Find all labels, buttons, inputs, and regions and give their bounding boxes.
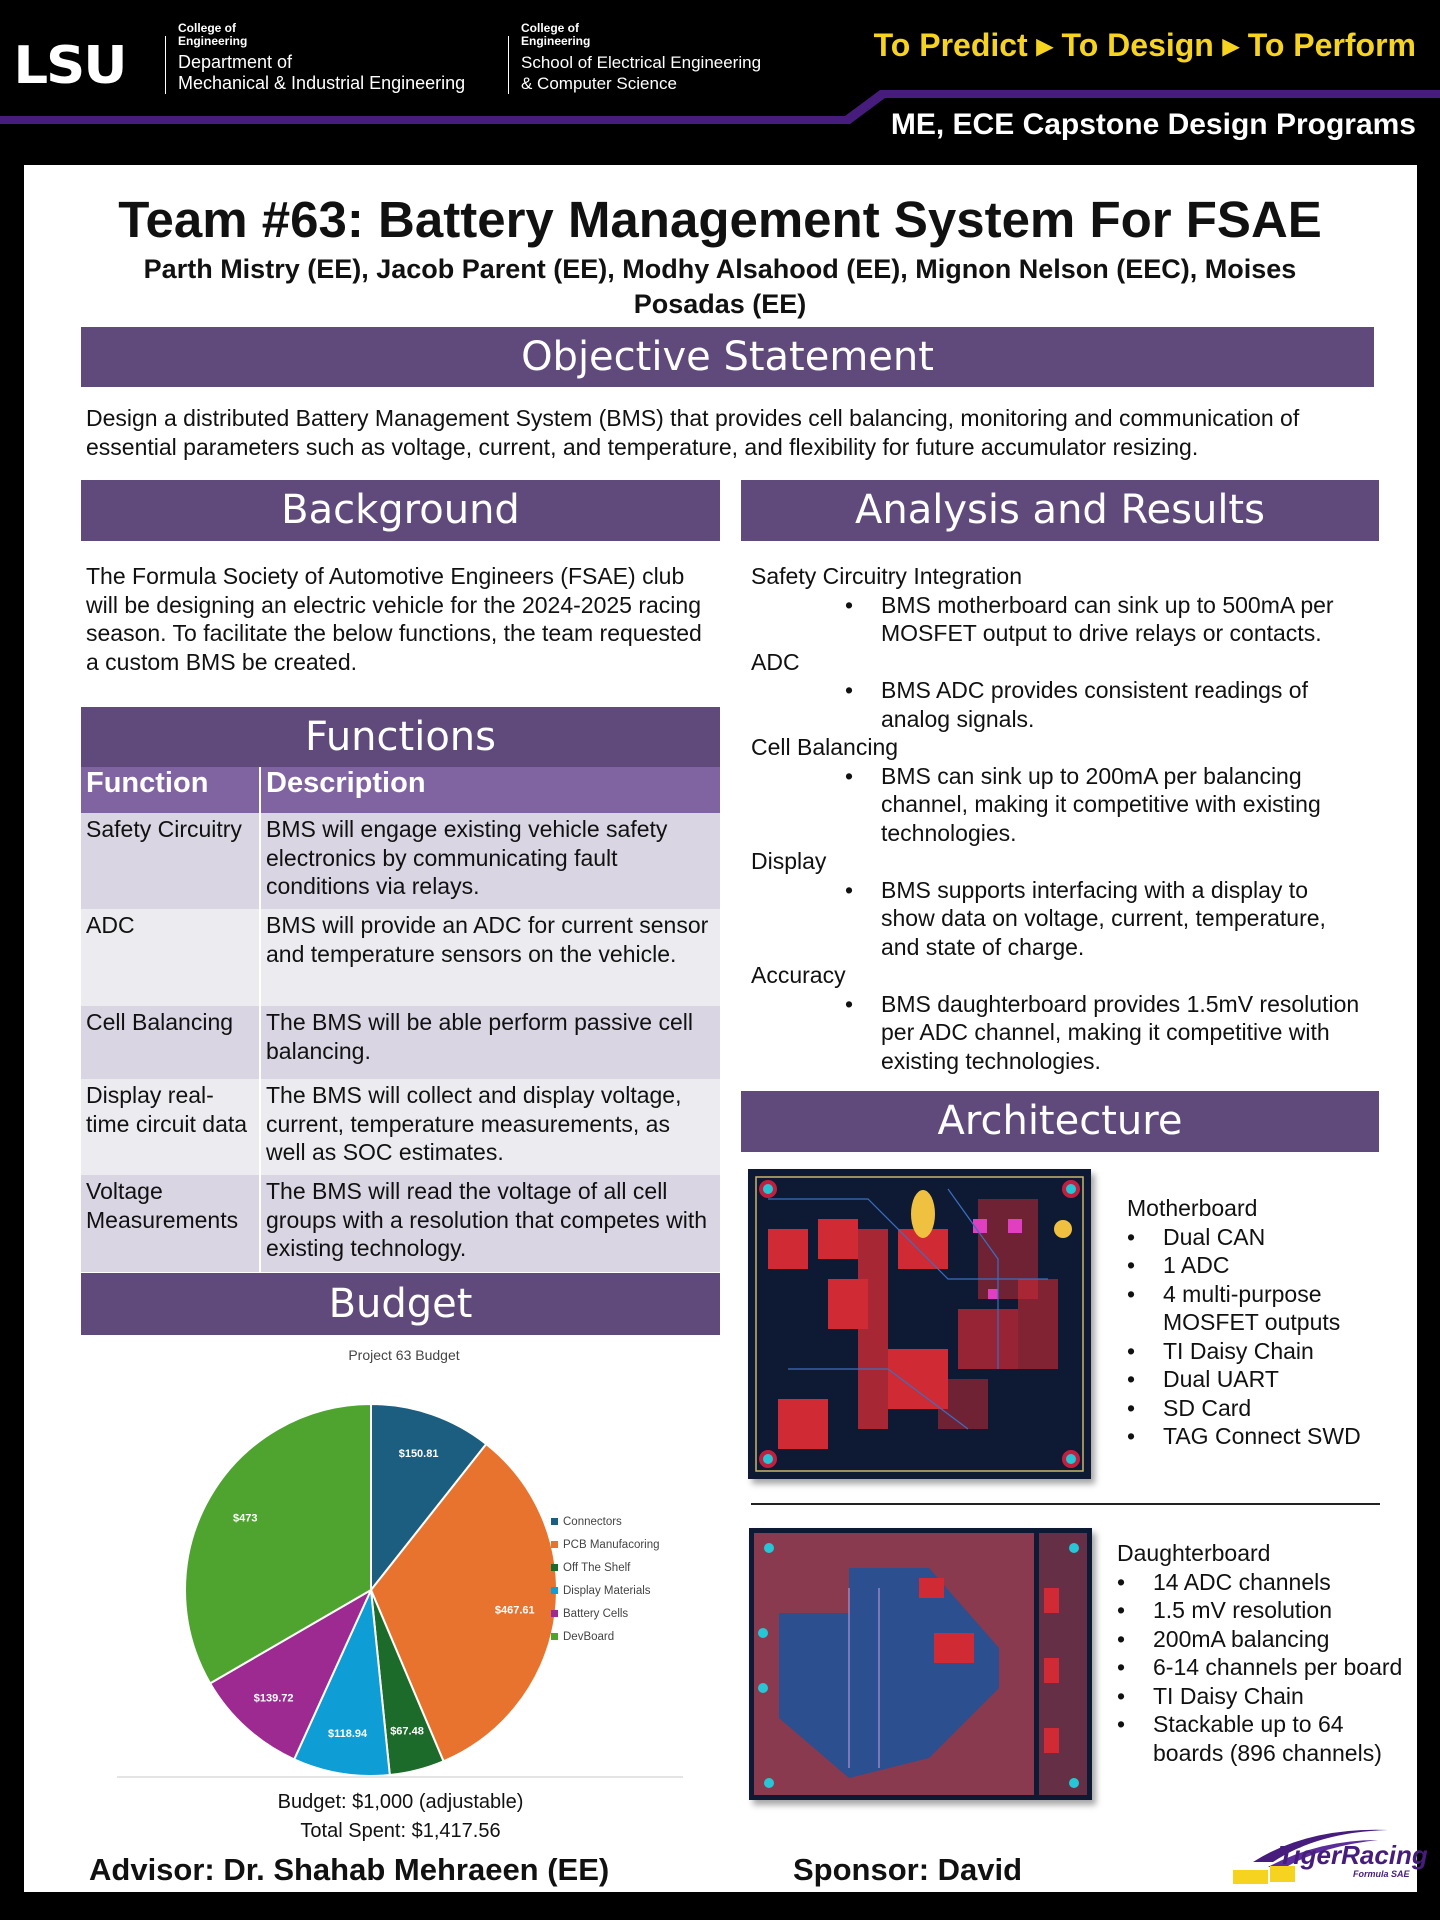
column-header: Function [81, 767, 260, 813]
tigerracing-logo [1228, 1822, 1428, 1890]
total-spent: Total Spent: $1,417.56 [300, 1820, 501, 1842]
legend-item [551, 1557, 660, 1580]
college-label: College of [521, 21, 580, 35]
budget-heading: Budget [81, 1273, 720, 1335]
legend-item [551, 1511, 660, 1534]
dept-line-2: & Computer Science [521, 74, 677, 93]
analysis-bullet: • BMS motherboard can sink up to 500mA per MOSFET output to drive relays or contacts. [845, 591, 1361, 648]
legend-swatch [551, 1587, 558, 1594]
column-header: Description [260, 767, 720, 813]
daughterboard-feature: • 1.5 mV resolution [1117, 1596, 1417, 1625]
legend-label: DevBoard [563, 1631, 615, 1643]
data-label: $67.48 [390, 1725, 424, 1738]
me-department [178, 22, 465, 94]
daughterboard-pcb-image [749, 1528, 1092, 1800]
function-cell: Safety Circuitry [81, 813, 260, 909]
analysis-section-title: Cell Balancing [751, 734, 899, 760]
motherboard-feature: • 1 ADC [1127, 1251, 1417, 1280]
legend-swatch [551, 1541, 558, 1548]
functions-table [81, 767, 720, 1272]
motherboard-feature: • Dual UART [1127, 1365, 1417, 1394]
motherboard-feature: • SD Card [1127, 1394, 1417, 1423]
advisor: Advisor: Dr. Shahab Mehraeen (EE) [89, 1852, 610, 1887]
motherboard-features [1127, 1194, 1417, 1451]
table-row [81, 909, 720, 1006]
description-cell: The BMS will be able perform passive cell balancing. [260, 1006, 720, 1079]
lsu-logo: LSU [13, 36, 126, 96]
table-row [81, 1079, 720, 1175]
objective-heading: Objective Statement [81, 327, 1374, 387]
divider [751, 1503, 1380, 1505]
function-cell: Cell Balancing [81, 1006, 260, 1079]
table-row [81, 1006, 720, 1079]
function-cell: Display real-time circuit data [81, 1079, 260, 1175]
table-header [81, 767, 720, 813]
function-cell: ADC [81, 909, 260, 1006]
objective-text: Design a distributed Battery Management System (BMS) that provides cell balancing, monitoring and communication of essential parameters such as voltage, current, and temperature, and flexibility for future accumulator resizing. [86, 405, 1300, 460]
dept-line-1: School of Electrical Engineering [521, 53, 762, 72]
analysis-heading: Analysis and Results [741, 480, 1379, 541]
legend-label: Display Materials [563, 1585, 651, 1597]
engineering-label: Engineering [178, 34, 248, 48]
description-cell: The BMS will collect and display voltage, current, temperature measurements, as well as SOC estimates. [260, 1079, 720, 1175]
analysis-section-title: Safety Circuitry Integration [751, 563, 1023, 589]
analysis-bullet: • BMS can sink up to 200mA per balancing channel, making it competitive with existing technologies. [845, 762, 1361, 848]
motherboard-feature: • Dual CAN [1127, 1223, 1417, 1252]
legend-label: Off The Shelf [563, 1562, 631, 1574]
analysis-list [751, 562, 1361, 1075]
legend-swatch [551, 1518, 558, 1525]
legend-swatch [551, 1610, 558, 1617]
engineering-label: Engineering [521, 34, 591, 48]
poster-header [0, 0, 1440, 165]
legend-item [551, 1534, 660, 1557]
ece-department [521, 22, 761, 94]
daughterboard-feature: • 14 ADC channels [1117, 1568, 1417, 1597]
architecture-heading: Architecture [741, 1091, 1379, 1152]
motherboard-title: Motherboard [1127, 1195, 1258, 1221]
analysis-section-title: Accuracy [751, 962, 846, 988]
program-title: ME, ECE Capstone Design Programs [890, 108, 1416, 141]
logo-text: TigerRacing [1278, 1840, 1428, 1870]
table-row [81, 1175, 720, 1272]
legend-item [551, 1580, 660, 1603]
college-label: College of [178, 21, 237, 35]
legend-label: Connectors [563, 1516, 622, 1528]
sponsor: Sponsor: David [793, 1852, 1023, 1887]
motherboard-pcb-image [748, 1169, 1091, 1479]
budget-pie-chart [150, 1380, 600, 1800]
analysis-bullet: • BMS ADC provides consistent readings of analog signals. [845, 676, 1361, 733]
chart-legend [551, 1511, 660, 1649]
tagline: To Predict ▸ To Design ▸ To Perform [873, 27, 1416, 63]
daughterboard-feature: • 6-14 channels per board [1117, 1653, 1417, 1682]
daughterboard-feature: • TI Daisy Chain [1117, 1682, 1417, 1711]
motherboard-feature: • 4 multi-purpose MOSFET outputs [1127, 1280, 1417, 1337]
analysis-section-title: Display [751, 848, 827, 874]
analysis-bullet: • BMS daughterboard provides 1.5mV resolution per ADC channel, making it competitive with existing technologies. [845, 990, 1361, 1076]
daughterboard-title: Daughterboard [1117, 1540, 1271, 1566]
data-label: $473 [233, 1512, 258, 1525]
data-label: $467.61 [494, 1604, 535, 1617]
dept-line-1: Department of [178, 52, 293, 72]
legend-item [551, 1626, 660, 1649]
legend-label: Battery Cells [563, 1608, 629, 1620]
data-label: $118.94 [327, 1728, 368, 1741]
data-label: $150.81 [398, 1447, 439, 1460]
data-label: $139.72 [253, 1692, 294, 1705]
logo-subtext: Formula SAE [1353, 1869, 1410, 1879]
dept-line-2: Mechanical & Industrial Engineering [178, 73, 466, 93]
motherboard-feature: • TAG Connect SWD [1127, 1422, 1417, 1451]
functions-heading: Functions [81, 707, 720, 767]
legend-swatch [551, 1633, 558, 1640]
legend-label: PCB Manufacoring [563, 1539, 660, 1551]
analysis-section-title: ADC [751, 648, 800, 675]
divider [117, 1776, 683, 1778]
daughterboard-feature: • 200mA balancing [1117, 1625, 1417, 1654]
motherboard-feature: • TI Daisy Chain [1127, 1337, 1417, 1366]
description-cell: BMS will provide an ADC for current sensor and temperature sensors on the vehicle. [260, 909, 720, 1006]
description-cell: The BMS will read the voltage of all cell groups with a resolution that competes with existing technology. [260, 1175, 720, 1272]
background-text: The Formula Society of Automotive Engineers (FSAE) club will be designing an electric vehicle for the 2024-2025 racing season. To facilitate the below functions, the team requested a custom BMS be created. [86, 563, 702, 675]
legend-swatch [551, 1564, 558, 1571]
budget-summary [81, 1788, 720, 1846]
background-heading: Background [81, 480, 720, 541]
daughterboard-features [1117, 1539, 1417, 1767]
poster-title: Team #63: Battery Management System For FSAE [118, 191, 1322, 248]
legend-item [551, 1603, 660, 1626]
description-cell: BMS will engage existing vehicle safety electronics by communicating fault conditions via relays. [260, 813, 720, 909]
daughterboard-feature: • Stackable up to 64 boards (896 channels) [1117, 1710, 1417, 1767]
table-row [81, 813, 720, 909]
analysis-bullet: • BMS supports interfacing with a display to show data on voltage, current, temperature, and state of charge. [845, 876, 1361, 962]
function-cell: Voltage Measurements [81, 1175, 260, 1272]
team-members: Parth Mistry (EE), Jacob Parent (EE), Modhy Alsahood (EE), Mignon Nelson (EEC), Moises Posadas (EE) [143, 254, 1297, 319]
budget-amount: Budget: $1,000 (adjustable) [277, 1791, 524, 1813]
chart-title: Project 63 Budget [348, 1347, 460, 1363]
